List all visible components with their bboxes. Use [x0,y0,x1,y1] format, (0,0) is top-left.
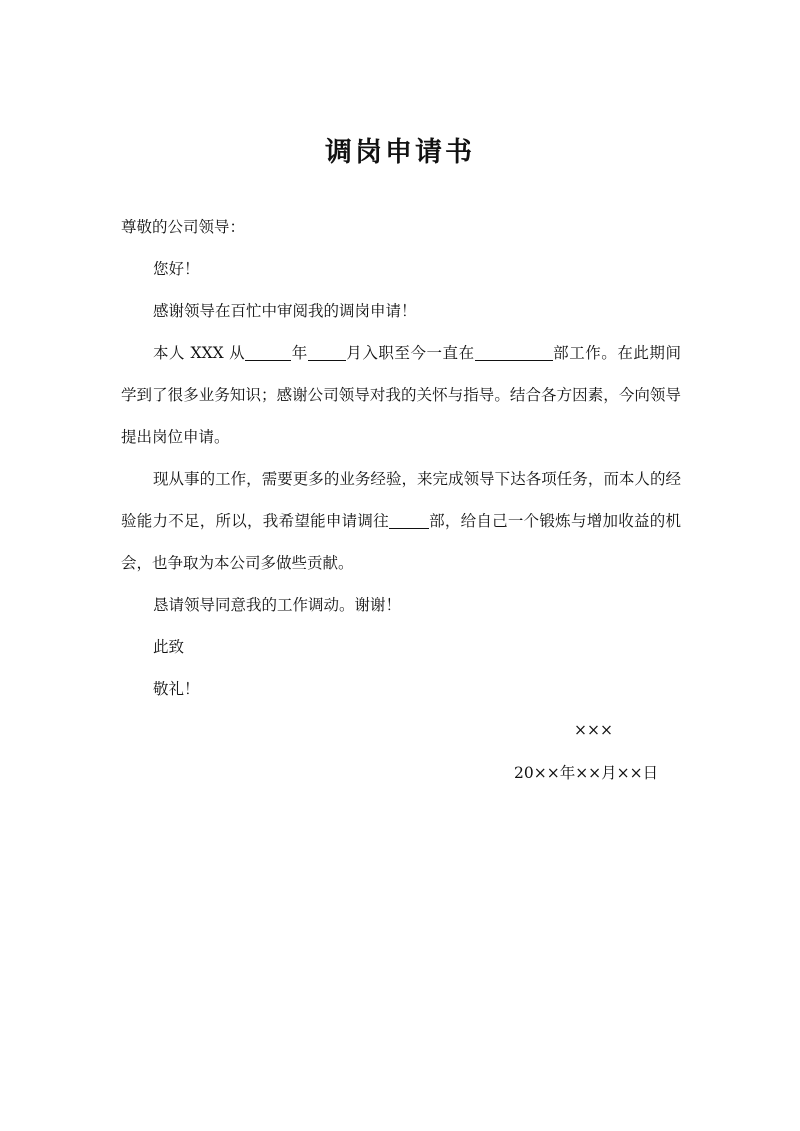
salutation: 尊敬的公司领导： [121,218,246,236]
closing-line-2: 敬礼！ [153,680,200,698]
signature-date: 20××年××月××日 [514,764,659,782]
signature-name: ××× [574,721,613,739]
month-blank [308,344,346,361]
paragraph-employment-text-b: 年 [291,344,308,362]
year-blank [245,344,291,361]
paragraph-reason-text-b: 部，给自己一个锻炼与增加收益的机会，也争取为本公司多做些贡献。 [121,512,681,572]
paragraph-employment-text-d: 部工作。在此期间学到了很多业务知识；感谢公司领导对我的关怀与指导。结合各方因素，今向领导提出岗位申请。 [121,344,681,446]
request-line: 恳请领导同意我的工作调动。谢谢！ [153,596,402,614]
document-title: 调岗申请书 [325,137,475,168]
closing-line-1: 此致 [153,638,185,656]
paragraph-reason [121,458,681,584]
target-department-blank [389,512,429,529]
paragraph-employment-text-a: 本人 XXX 从 [153,344,246,362]
thanks-line: 感谢领导在百忙中审阅我的调岗申请！ [153,302,417,320]
letter-body [121,206,681,710]
department-blank [475,344,553,361]
paragraph-employment [121,332,681,458]
greeting: 您好！ [153,260,200,278]
paragraph-employment-text-c: 月入职至今一直在 [345,344,475,362]
paragraph-reason-text-a: 现从事的工作，需要更多的业务经验，来完成领导下达各项任务，而本人的经验能力不足，所以，我希望能申请调往 [121,470,681,530]
